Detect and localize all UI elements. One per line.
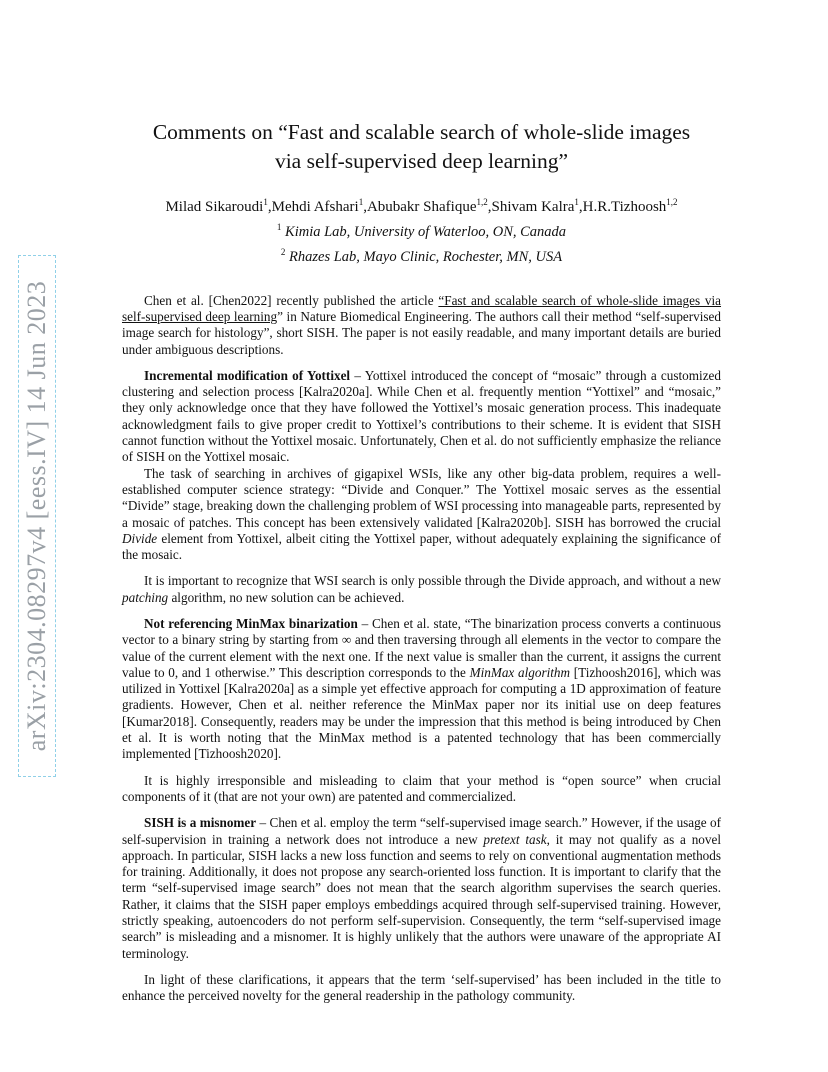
author-affil-marker: 1 — [358, 197, 364, 207]
author-list: Milad Sikaroudi$^1$,Mehdi Afshari$^1$,Abubakr Shafique$^{1,2}$,Shivam Kalra$^1$,H.R.Tizhoosh$^{1,2}$ — [165, 197, 678, 215]
emphasis: MinMax algorithm — [469, 664, 571, 680]
yottixel-patching-paragraph — [122, 573, 721, 606]
author-affil-marker: 1,2 — [476, 197, 488, 207]
affil-text: Kimia Lab, University of Waterloo, ON, Canada — [285, 223, 567, 240]
paper-body — [122, 293, 721, 1005]
section-text: – Chen et al. employ the term “self-supervised image search.” However, if the usage of self-supervision in training a network does not introduce a new — [122, 815, 721, 847]
arxiv-id: arXiv:2304.08297v4 [eess.IV] 14 Jun 2023 — [22, 280, 51, 752]
section-text-cont: , it may not qualify as a novel approach. In particular, SISH lacks a new loss function and seems to rely on conventional augmentation methods for training. Additionally, it does not propose any search-oriented loss function. It is important to clarify that the term “self-supervised image search” does not mean that the search algorithm supervises the search queries. Rather, it claims that the SISH paper employs embeddings acquired through self-supervised training. However, strictly speaking, autoencoders do not perform self-supervision. Consequently, the term “self-supervised image search” is misleading and a misnomer. It is highly unlikely that the authors were unaware of the appropriate AI terminology. — [122, 831, 721, 961]
emphasis: pretext task — [483, 831, 547, 847]
paragraph-text: The task of searching in archives of gigapixel WSIs, like any other big-data problem, requires a well-established computer science strategy: “Divide and Conquer.” The Yottixel mosaic serves as the essential “Divide” stage, breaking down the challenging problem of WSI processing into manageable parts, represented by a mosaic of patches. This concept has been extensively validated [Kalra2020b]. SISH has borrowed the crucial — [122, 465, 721, 530]
paragraph-text-cont: algorithm, no new solution can be achieved. — [168, 589, 405, 605]
emphasis: Divide — [122, 530, 158, 546]
section-minmax-paragraph — [122, 616, 721, 763]
section-misnomer-paragraph — [122, 815, 721, 962]
title-line-2: via self-supervised deep learning” — [274, 149, 569, 173]
yottixel-divide-paragraph — [122, 466, 721, 564]
affiliation-1 — [122, 217, 721, 242]
section-heading: SISH is a misnomer — [144, 815, 257, 831]
section-heading: Not referencing MinMax binarization — [144, 616, 358, 631]
arxiv-stamp — [18, 255, 56, 777]
intro-text-cont: ” in Nature Biomedical Engineering. The authors call their method “self-supervised image search for histology”, short SISH. The paper is not easily readable, and many important details are buried under ambiguous descriptions. — [122, 308, 722, 357]
author-affil-marker: 1,2 — [666, 197, 678, 207]
section-text: – Yottixel introduced the concept of “mosaic” through a customized clustering and selection process [Kalra2020a]. While Chen et al. frequently mention “Yottixel” and “mosaic,” they only acknowledge once that they have followed the Yottixel’s mosaic generation process. This inadequate acknowledgment fails to give proper credit to Yottixel’s contributions to their scheme. It is evident that SISH cannot function without the Yottixel mosaic. Unfortunately, Chen et al. do not sufficiently emphasize the reliance of SISH on the Yottixel mosaic. — [122, 367, 721, 465]
author-affil-marker: 1 — [574, 197, 579, 207]
author-name: Abubakr Shafique — [366, 199, 477, 215]
affil-text: Rhazes Lab, Mayo Clinic, Rochester, MN, USA — [289, 248, 563, 265]
intro-text: Chen et al. [Chen2022] recently published the article — [144, 292, 439, 308]
author-name: Milad Sikaroudi — [165, 199, 264, 215]
paragraph-text: In light of these clarifications, it appears that the term ‘self-supervised’ has been included in the title to enhance the perceived novelty for the general readership in the pathology community. — [122, 971, 721, 1004]
paper-page — [122, 118, 721, 1005]
author-affil-marker: 1 — [263, 197, 268, 207]
author-name: Mehdi Afshari — [271, 199, 359, 215]
paragraph-text: It is important to recognize that WSI search is only possible through the Divide approach, and without a new — [144, 573, 721, 589]
open-source-paragraph — [122, 773, 721, 806]
paragraph-text: It is highly irresponsible and misleading to claim that your method is “open source” when crucial components of it (that are not your own) are patented and commercialized. — [122, 772, 721, 804]
section-heading: Incremental modification of Yottixel — [144, 367, 351, 383]
article-link[interactable]: “Fast and scalable search of whole-slide images via self-supervised deep learning — [122, 292, 722, 324]
conclusion-paragraph — [122, 972, 721, 1005]
section-text: – Chen et al. state, “The binarization process converts a continuous vector to a binary string by starting from ∞ and then traversing through all elements in the vector to compare the value of the current element with the next one. If the next value is smaller than the current, it assigns the current value to 0, and 1 otherwise.” This description corresponds to the — [122, 616, 721, 680]
author-name: Shivam Kalra — [491, 199, 575, 215]
paragraph-text-cont: element from Yottixel, albeit citing the Yottixel paper, without adequately explaining the significance of the mosaic. — [122, 530, 721, 563]
section-yottixel-paragraph — [122, 368, 721, 466]
affiliation-2 — [122, 242, 721, 267]
affil-marker: 1 — [276, 222, 282, 232]
section-text-cont: [Tizhoosh2016], which was utilized in Yottixel [Kalra2020a] as a simple yet effective approach for computing a 1D approximation of feature gradients. However, Chen et al. neither reference the MinMax paper nor its initial use on deep features [Kumar2018]. Consequently, readers may be under the impression that this method is being introduced by Chen et al. It is worth noting that the MinMax method is a patented technology that has been commercially implemented [Tizhoosh2020]. — [122, 664, 722, 762]
title-line-1: Comments on “Fast and scalable search of whole-slide images — [152, 120, 691, 144]
author-name: H.R.Tizhoosh — [582, 199, 667, 215]
emphasis: patching — [122, 589, 169, 605]
paper-title — [122, 118, 721, 176]
affil-marker: 2 — [280, 246, 286, 257]
intro-paragraph — [122, 293, 721, 358]
